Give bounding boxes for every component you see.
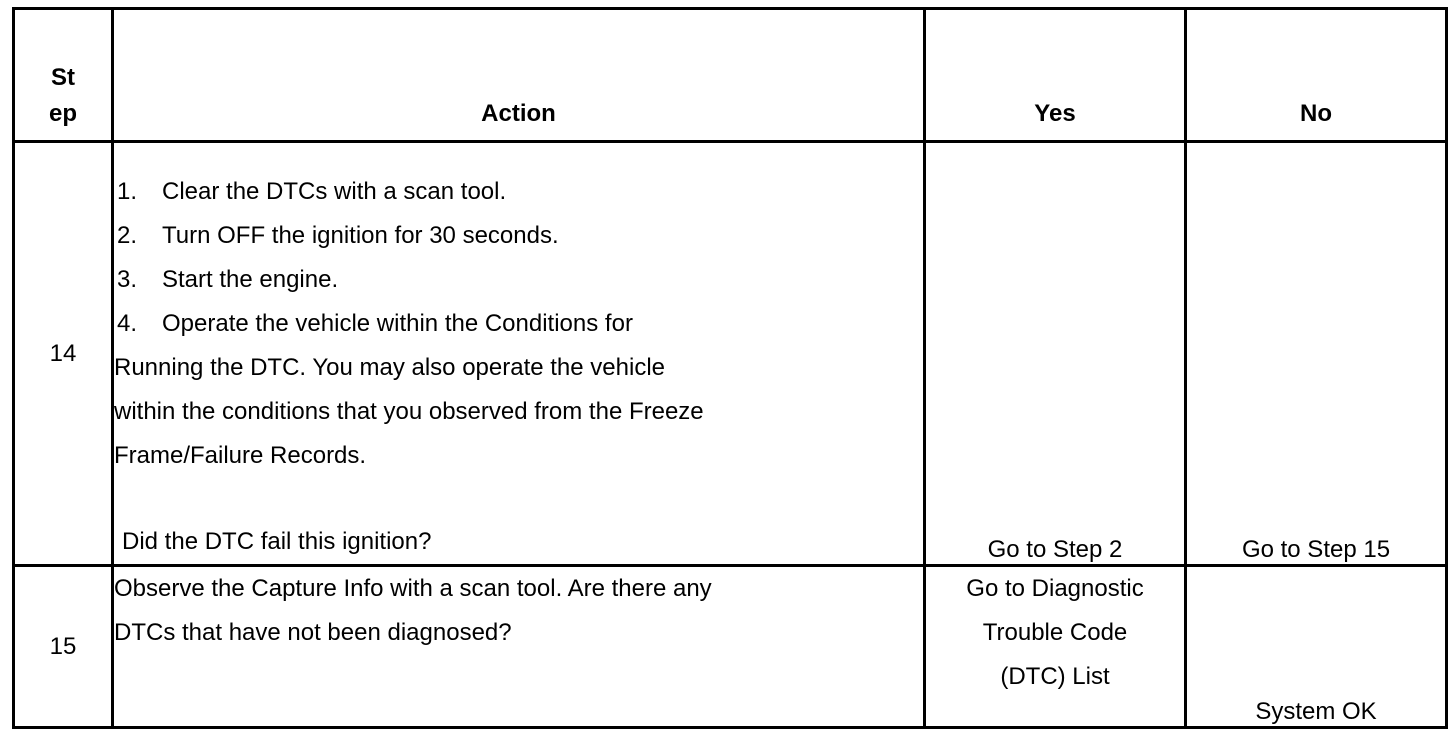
- yes-line: Go to Diagnostic: [966, 575, 1144, 602]
- yes-cell: [925, 566, 1186, 728]
- table-header: [14, 9, 1447, 142]
- action-cell: [113, 566, 925, 728]
- action-step-text: Clear the DTCs with a scan tool.: [162, 178, 507, 205]
- yes-line: (DTC) List: [1000, 663, 1110, 690]
- action-continuation-line: within the conditions that you observed from the Freeze: [114, 398, 704, 425]
- action-continuation-line: Frame/Failure Records.: [114, 442, 367, 469]
- table-row: [14, 142, 1447, 566]
- table-row: [14, 566, 1447, 728]
- action-step: [114, 302, 923, 346]
- action-step: [114, 258, 923, 302]
- header-yes: [925, 9, 1186, 142]
- action-question: Did the DTC fail this ignition?: [122, 528, 432, 555]
- header-no: [1186, 9, 1447, 142]
- header-no-label: No: [1300, 100, 1332, 127]
- step-number: 14: [14, 142, 113, 566]
- header-yes-label: Yes: [1034, 100, 1076, 127]
- action-line: DTCs that have not been diagnosed?: [114, 619, 512, 646]
- action-step-number: 1.: [117, 178, 138, 205]
- action-continuation-line: Running the DTC. You may also operate the vehicle: [114, 354, 666, 381]
- yes-cell: Go to Step 2: [925, 142, 1186, 566]
- action-step-text: Operate the vehicle within the Conditions for: [162, 310, 633, 337]
- diagnostic-table: [12, 7, 1448, 729]
- action-line: Observe the Capture Info with a scan tool. Are there any: [114, 575, 712, 602]
- no-cell: Go to Step 15: [1186, 142, 1447, 566]
- header-step: [14, 9, 113, 142]
- action-cell: [113, 142, 925, 566]
- no-cell: System OK: [1186, 566, 1447, 728]
- header-row: [14, 9, 1447, 142]
- header-step-line-2: ep: [48, 100, 77, 127]
- action-step-number: 2.: [117, 222, 138, 249]
- action-step: [114, 170, 923, 214]
- yes-line: Trouble Code: [982, 619, 1128, 646]
- action-step-number: 4.: [117, 310, 138, 337]
- header-action: [113, 9, 925, 142]
- action-step: [114, 214, 923, 258]
- header-step-line-1: St: [51, 64, 75, 91]
- step-number: 15: [14, 566, 113, 728]
- action-step-number: 3.: [117, 266, 138, 293]
- header-action-label: Action: [481, 100, 556, 127]
- action-step-text: Start the engine.: [162, 266, 339, 293]
- action-step-text: Turn OFF the ignition for 30 seconds.: [162, 222, 559, 249]
